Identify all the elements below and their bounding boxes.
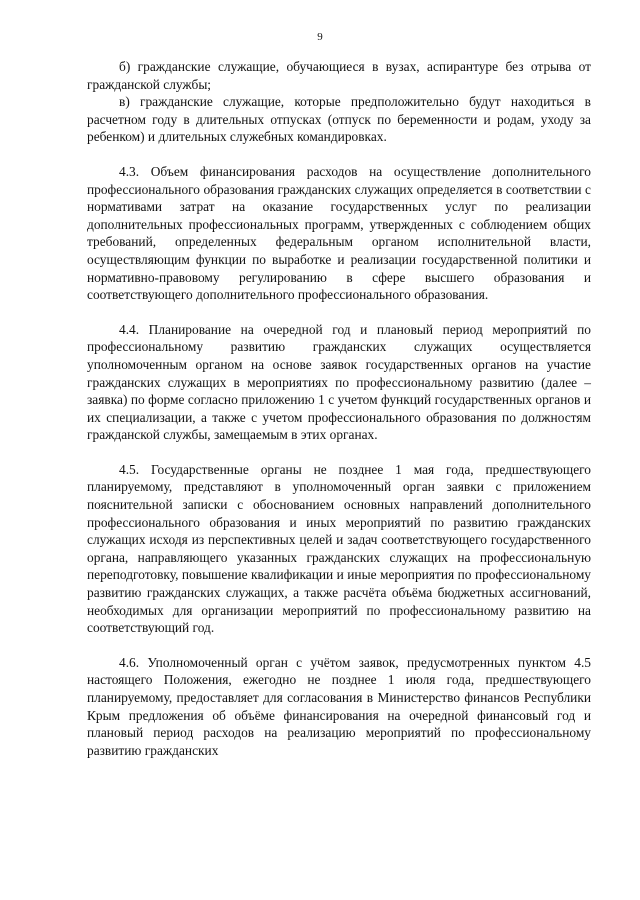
paragraph-item-b: б) гражданские служащие, обучающиеся в вузах, аспирантуре без отрыва от гражданской службы; bbox=[87, 59, 591, 92]
paragraph-4-6: 4.6. Уполномоченный орган с учётом заявок, предусмотренных пунктом 4.5 настоящего Положения, ежегодно не позднее 1 июля года, предшествующего планируемому, предоставляет для согласования в Министерство финансов Республики Крым предложения об объёме финансирования на очередной финансовый год и плановый период расходов на реализацию мероприятий по профессиональному развитию гражданских bbox=[87, 654, 591, 758]
page-number: 9 bbox=[317, 31, 323, 43]
paragraph-4-4: 4.4. Планирование на очередной год и плановый период мероприятий по профессиональному развитию гражданских служащих осуществляется уполномоченным органом на основе заявок государственных органов на участие гражданских служащих в мероприятиях по профессиональному развитию (далее – заявка) по форме согласно приложению 1 с учетом функций государственных органов и их специализации, а также с учетом профессионального образования по должностям гражданской службы, замещаемым в этих органах. bbox=[87, 321, 591, 443]
paragraph-4-3: 4.3. Объем финансирования расходов на осуществление дополнительного профессионального образования гражданских служащих определяется в соответствии с нормативами затрат на оказание государственных услуг по реализации дополнительных профессиональных программ, утвержденных с соблюдением общих требований, определенных федеральным органом исполнительной власти, осуществляющим функции по выработке и реализации государственной политики и нормативно-правовому регулированию в сфере высшего образования и соответствующего дополнительного профессионального образования. bbox=[87, 163, 591, 303]
document-body bbox=[87, 58, 591, 759]
paragraph-item-v: в) гражданские служащие, которые предположительно будут находиться в расчетном году в длительных отпусках (отпуск по беременности и родам, уходу за ребенком) и длительных служебных командировках. bbox=[87, 94, 591, 145]
paragraph-4-5: 4.5. Государственные органы не позднее 1 мая года, предшествующего планируемому, представляют в уполномоченный орган заявки с приложением пояснительной записки с обоснованием основных направлений дополнительного профессионального образования и иных мероприятий по развитию гражданских служащих исходя из перспективных целей и задач соответствующего государственного органа, направляющего указанных гражданских служащих на профессиональную переподготовку, повышение квалификации и иные мероприятия по профессиональному развитию гражданских служащих, а также расчёта объёма бюджетных ассигнований, необходимых для организации мероприятий по профессиональному развитию на соответствующий год. bbox=[87, 461, 591, 636]
